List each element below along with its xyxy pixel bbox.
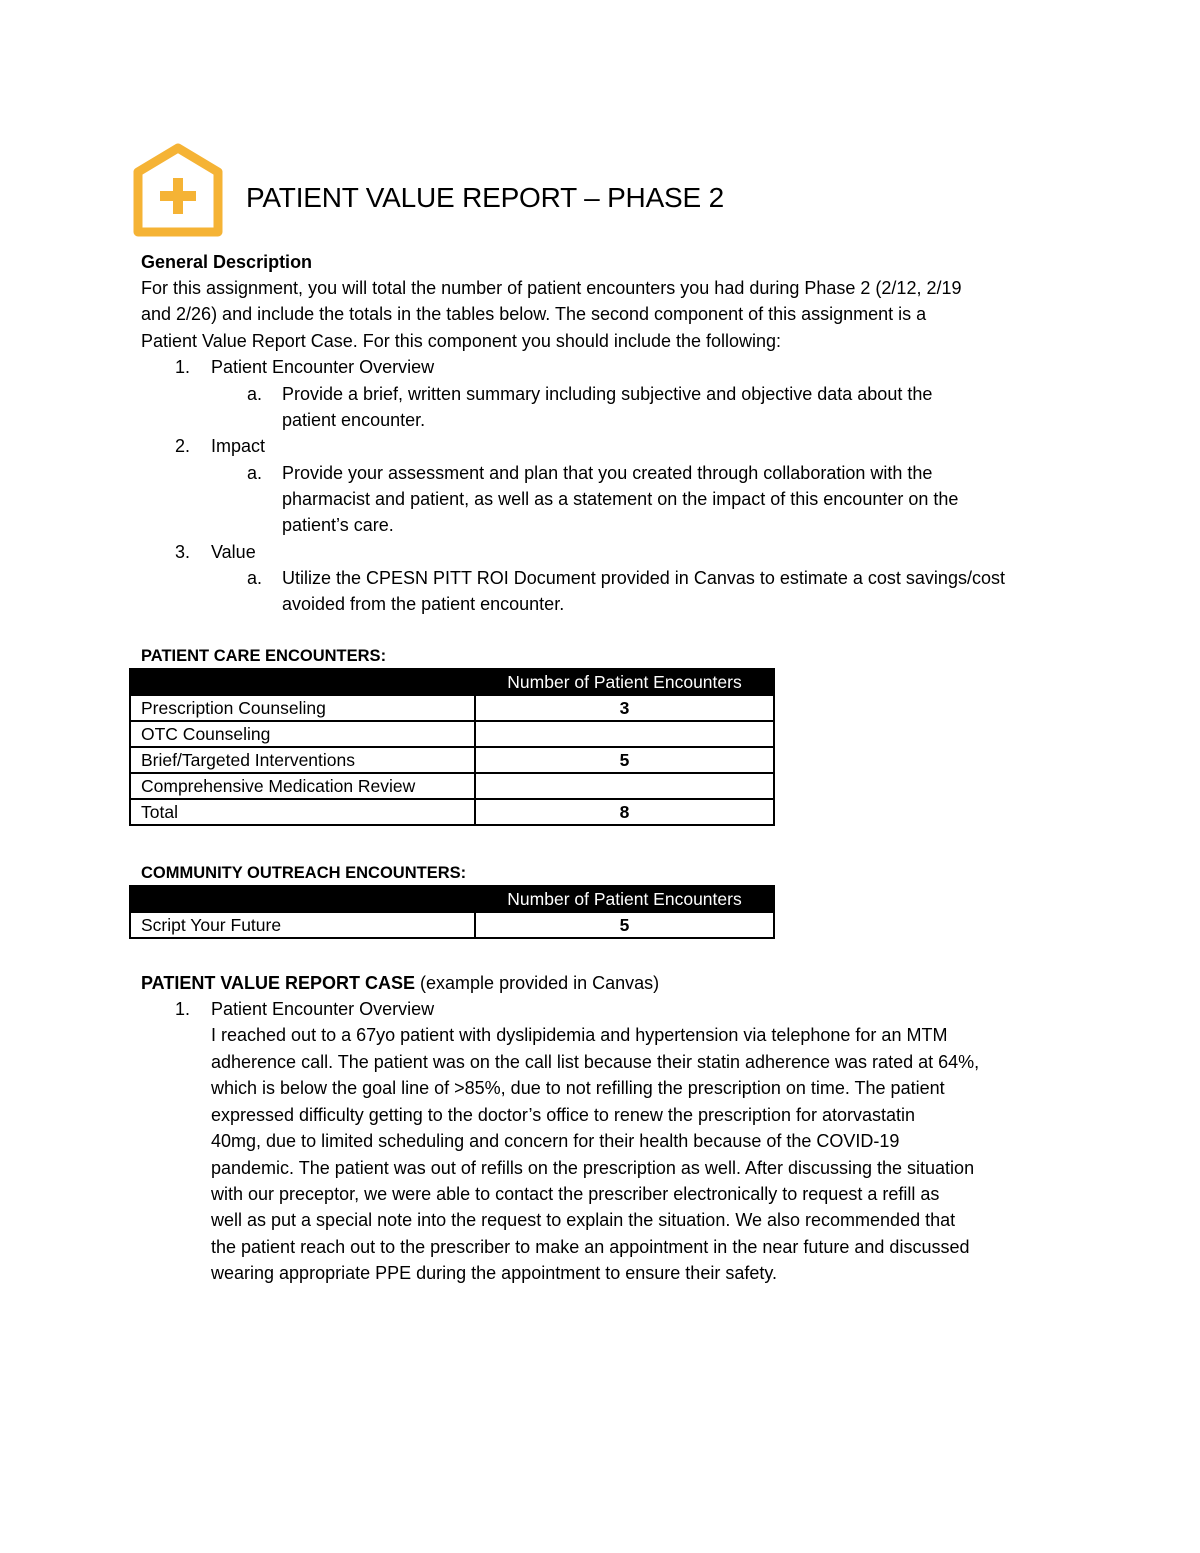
table-header-row [130,886,774,912]
sub-line: patient’s care. [282,515,394,535]
table-row [130,773,774,799]
row-value: 5 [475,747,774,773]
case-line: with our preceptor, we were able to contact the prescriber electronically to request a refill as [211,1184,940,1204]
row-value: 5 [475,912,774,938]
case-line: expressed difficulty getting to the doctor’s office to renew the prescription for atorvastatin [211,1105,916,1125]
list-number: 2. [175,436,191,456]
community-heading: COMMUNITY OUTREACH ENCOUNTERS: [141,864,467,882]
row-label: Total [130,799,475,825]
general-line: and 2/26) and include the totals in the tables below. The second component of this assignment is a [141,304,927,324]
sub-line: pharmacist and patient, as well as a statement on the impact of this encounter on the [282,489,959,509]
sub-letter: a. [247,463,263,483]
sub-letter: a. [247,568,263,588]
row-value [475,721,774,747]
table-row [130,747,774,773]
case-line: wearing appropriate PPE during the appointment to ensure their safety. [211,1263,778,1283]
general-line: Patient Value Report Case. For this component you should include the following: [141,331,782,351]
case-line: the patient reach out to the prescriber to make an appointment in the near future and discussed [211,1237,970,1257]
case-line: adherence call. The patient was on the call list because their statin adherence was rated at 64%, [211,1052,980,1072]
sub-line: Provide a brief, written summary including subjective and objective data about the [282,384,933,404]
row-value: 3 [475,695,774,721]
list-item-label: Value [211,542,256,562]
table-row [130,695,774,721]
case-line: which is below the goal line of >85%, due to not refilling the prescription on time. The patient [211,1078,945,1098]
community-table [129,885,775,939]
row-value [475,773,774,799]
row-value: 8 [475,799,774,825]
case-heading [141,970,659,996]
table-header-row [130,669,774,695]
column-header: Number of Patient Encounters [475,886,774,912]
case-heading-rest: (example provided in Canvas) [415,973,660,993]
general-heading: General Description [141,252,313,272]
list-item-label: Patient Encounter Overview [211,357,435,377]
sub-line: avoided from the patient encounter. [282,594,565,614]
table-row-total [130,799,774,825]
sub-line: patient encounter. [282,410,426,430]
case-line: 40mg, due to limited scheduling and concern for their health because of the COVID-19 [211,1131,900,1151]
sub-line: Utilize the CPESN PITT ROI Document provided in Canvas to estimate a cost savings/cost [282,568,1005,588]
row-label: Comprehensive Medication Review [130,773,475,799]
row-label: Brief/Targeted Interventions [130,747,475,773]
table-row [130,721,774,747]
row-label: OTC Counseling [130,721,475,747]
row-label: Script Your Future [130,912,475,938]
sub-letter: a. [247,384,263,404]
case-line: well as put a special note into the request to explain the situation. We also recommended that [211,1210,956,1230]
general-line: For this assignment, you will total the number of patient encounters you had during Phase 2 (2/12, 2/19 [141,278,962,298]
table-row [130,912,774,938]
clinic-plus-icon [130,142,226,238]
row-label: Prescription Counseling [130,695,475,721]
patient-care-table [129,668,775,826]
list-number: 1. [175,357,191,377]
list-number: 3. [175,542,191,562]
column-header: Number of Patient Encounters [475,669,774,695]
page-title: PATIENT VALUE REPORT – PHASE 2 [246,182,724,213]
list-item-label: Impact [211,436,266,456]
sub-line: Provide your assessment and plan that you created through collaboration with the [282,463,933,483]
case-line: pandemic. The patient was out of refills on the prescription as well. After discussing the situation [211,1158,975,1178]
list-item-label: Patient Encounter Overview [211,999,435,1019]
case-line: I reached out to a 67yo patient with dyslipidemia and hypertension via telephone for an MTM [211,1025,948,1045]
list-number: 1. [175,999,191,1019]
case-heading-bold: PATIENT VALUE REPORT CASE [141,973,416,993]
patient-care-heading: PATIENT CARE ENCOUNTERS: [141,647,387,665]
